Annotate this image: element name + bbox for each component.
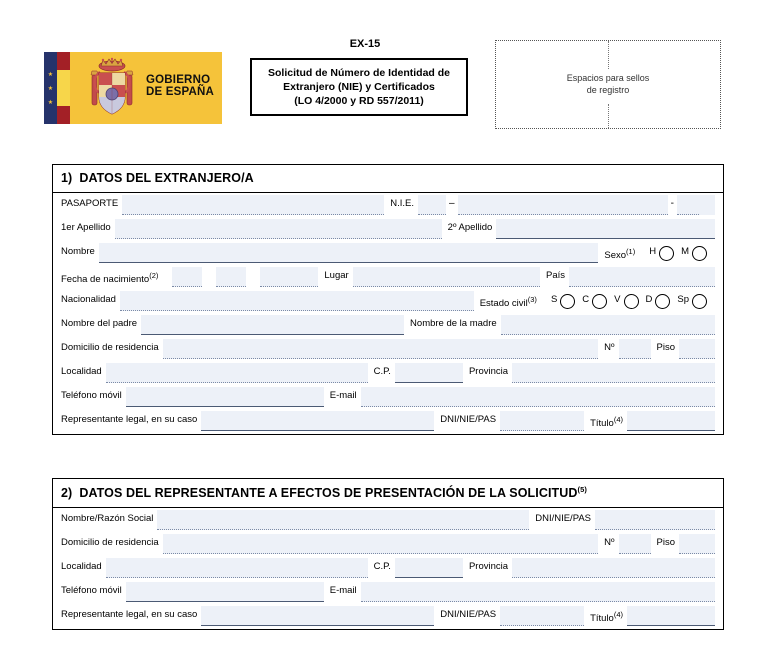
input-codigo-postal[interactable]	[395, 363, 463, 383]
form-title-line-2: Extranjero (NIE) y Certificados	[283, 81, 435, 93]
label-lugar: Lugar	[324, 270, 349, 281]
label-nie: N.I.E.	[390, 198, 414, 209]
input-rep-representante-legal[interactable]	[201, 606, 434, 626]
label-nombre-madre: Nombre de la madre	[410, 318, 497, 329]
label-estado-separado: Sp	[677, 294, 689, 305]
label-primer-apellido: 1er Apellido	[61, 222, 111, 233]
section-datos-del-extranjero	[52, 164, 724, 435]
input-rep-dni-nie-pas[interactable]	[595, 510, 715, 530]
input-nie-letter[interactable]	[677, 195, 699, 215]
input-nombre[interactable]	[99, 243, 599, 263]
row-fecha-lugar-pais	[53, 265, 723, 289]
label-estado-soltero: S	[550, 294, 558, 305]
label-segundo-apellido: 2º Apellido	[447, 222, 493, 233]
section-1-title: DATOS DEL EXTRANJERO/A	[79, 171, 254, 185]
input-fecha-mes[interactable]	[216, 267, 246, 287]
label-nombre-padre: Nombre del padre	[61, 318, 138, 329]
input-lugar[interactable]	[353, 267, 540, 287]
form-code: EX-15	[349, 38, 381, 50]
label-estado-viudo: V	[614, 294, 621, 305]
section-1-number: 1)	[61, 171, 73, 185]
row-nombre-sexo	[53, 241, 723, 265]
label-rep-domicilio-residencia: Domicilio de residencia	[61, 537, 159, 549]
nie-dash-separator: –	[448, 198, 455, 209]
input-nie-prefix[interactable]	[418, 195, 446, 215]
input-nombre-padre[interactable]	[141, 315, 404, 335]
input-piso[interactable]	[679, 339, 715, 359]
row-padre-madre	[53, 313, 723, 337]
stamp-caption-line-1: Espacios para sellos	[566, 73, 650, 83]
input-rep-titulo[interactable]	[627, 606, 715, 626]
radio-estado-separado[interactable]	[692, 294, 707, 309]
label-representante-legal: Representante legal, en su caso	[61, 414, 198, 425]
input-primer-apellido[interactable]	[115, 219, 442, 239]
row-nacionalidad-estado-civil	[53, 289, 723, 313]
section-1-header	[53, 165, 723, 193]
form-title-box	[250, 58, 468, 116]
label-rep-provincia: Provincia	[468, 561, 509, 573]
input-rep-legal-dni[interactable]	[500, 606, 584, 626]
label-email: E-mail	[329, 390, 357, 401]
row-rep-domicilio	[53, 532, 723, 556]
label-rep-telefono-movil: Teléfono móvil	[61, 585, 122, 597]
radio-estado-soltero[interactable]	[560, 294, 575, 309]
row-telefono-email	[53, 385, 723, 409]
label-provincia: Provincia	[468, 366, 509, 377]
input-nie-number[interactable]	[458, 195, 668, 215]
label-telefono-movil: Teléfono móvil	[61, 390, 122, 401]
input-rep-localidad[interactable]	[106, 558, 368, 578]
input-provincia[interactable]	[512, 363, 715, 383]
radio-sexo-hombre[interactable]	[659, 246, 674, 261]
radio-estado-viudo[interactable]	[624, 294, 639, 309]
section-datos-del-representante	[52, 478, 724, 630]
row-representante-legal	[53, 409, 723, 434]
input-dni-nie-pas[interactable]	[500, 411, 584, 431]
input-nacionalidad[interactable]	[120, 291, 474, 311]
row-pasaporte-nie	[53, 193, 723, 217]
label-rep-codigo-postal: C.P.	[373, 561, 391, 573]
label-estado-civil: Estado civil$^{(3)}$	[479, 295, 537, 310]
label-sexo-mujer: M	[681, 246, 689, 257]
form-title-line-3: (LO 4/2000 y RD 557/2011)	[294, 95, 424, 107]
input-rep-domicilio-residencia[interactable]	[163, 534, 598, 554]
label-rep-dni-nie-pas: DNI/NIE/PAS	[535, 513, 591, 525]
label-rep-piso: Piso	[656, 537, 675, 549]
label-fecha-nacimiento: Fecha de nacimiento$^{(2)}$	[61, 271, 159, 286]
stamp-divider-bottom	[608, 104, 609, 128]
nie-hyphen-separator: -	[670, 198, 674, 209]
section-1-fields	[53, 193, 723, 434]
label-rep-representante-legal: Representante legal, en su caso	[61, 609, 198, 621]
input-rep-telefono-movil[interactable]	[126, 582, 324, 602]
row-rep-representante-legal	[53, 604, 723, 629]
form-title-line-1: Solicitud de Número de Identidad de	[267, 67, 451, 79]
input-rep-email[interactable]	[361, 582, 715, 602]
spain-coat-of-arms-icon	[84, 57, 140, 119]
label-titulo: Título$^{(4)}$	[590, 415, 623, 430]
gobierno-de-espana-logo	[44, 52, 222, 124]
row-apellidos	[53, 217, 723, 241]
flag-red-stripe-bottom	[57, 106, 70, 124]
label-rep-localidad: Localidad	[61, 561, 102, 573]
label-pais: País	[545, 270, 565, 281]
input-telefono-movil[interactable]	[126, 387, 324, 407]
radio-sexo-mujer[interactable]	[692, 246, 707, 261]
logo-line-2: DE ESPAÑA	[146, 86, 215, 98]
row-rep-telefono-email	[53, 580, 723, 604]
section-2-fields	[53, 508, 723, 629]
label-sexo: Sexo$^{(1)}$	[604, 247, 636, 262]
section-2-header	[53, 479, 723, 508]
row-domicilio	[53, 337, 723, 361]
input-nombre-madre[interactable]	[501, 315, 715, 335]
label-codigo-postal: C.P.	[373, 366, 391, 377]
flag-yellow-stripe	[57, 70, 70, 106]
label-rep-numero: Nº	[604, 537, 615, 549]
input-representante-legal[interactable]	[201, 411, 434, 431]
section-2-title-note: (5)	[577, 485, 588, 494]
row-nombre-razon-social	[53, 508, 723, 532]
logo-line-1: GOBIERNO	[146, 74, 211, 86]
eu-stars-icon: ★ ★ ★	[47, 72, 54, 106]
label-nombre: Nombre	[61, 246, 95, 257]
radio-estado-divorciado[interactable]	[655, 294, 670, 309]
input-pasaporte[interactable]	[122, 195, 384, 215]
label-numero: Nº	[604, 342, 615, 353]
label-pasaporte: PASAPORTE	[61, 198, 119, 209]
input-titulo[interactable]	[627, 411, 715, 431]
label-rep-email: E-mail	[329, 585, 357, 597]
input-rep-numero[interactable]	[619, 534, 651, 554]
label-nacionalidad: Nacionalidad	[61, 294, 116, 305]
input-rep-provincia[interactable]	[512, 558, 715, 578]
input-segundo-apellido[interactable]	[496, 219, 715, 239]
row-rep-localidad-cp-provincia	[53, 556, 723, 580]
label-rep-legal-dni: DNI/NIE/PAS	[440, 609, 497, 621]
input-numero[interactable]	[619, 339, 651, 359]
input-nie-tail-pad	[699, 195, 715, 215]
input-rep-piso[interactable]	[679, 534, 715, 554]
input-fecha-dia[interactable]	[172, 267, 202, 287]
radio-estado-casado[interactable]	[592, 294, 607, 309]
input-localidad[interactable]	[106, 363, 368, 383]
input-domicilio-residencia[interactable]	[163, 339, 598, 359]
label-localidad: Localidad	[61, 366, 102, 377]
input-nombre-razon-social[interactable]	[157, 510, 529, 530]
input-fecha-anio[interactable]	[260, 267, 318, 287]
stamp-area-caption	[496, 72, 720, 96]
section-2-title: DATOS DEL REPRESENTANTE A EFECTOS DE PRESENTACIÓN DE LA SOLICITUD	[79, 486, 578, 501]
label-domicilio-residencia: Domicilio de residencia	[61, 342, 159, 353]
logo-wordmark	[146, 74, 214, 98]
label-piso: Piso	[656, 342, 675, 353]
stamp-caption-line-2: de registro	[586, 85, 630, 95]
label-nombre-razon-social: Nombre/Razón Social	[61, 513, 154, 525]
registry-stamp-area	[495, 40, 721, 129]
label-sexo-hombre: H	[649, 246, 657, 257]
form-header	[0, 0, 768, 150]
label-estado-divorciado: D	[645, 294, 653, 305]
row-localidad-cp-provincia	[53, 361, 723, 385]
input-pais[interactable]	[569, 267, 715, 287]
flag-red-stripe-top	[57, 52, 70, 70]
label-dni-nie-pas: DNI/NIE/PAS	[440, 414, 497, 425]
label-rep-titulo: Título$^{(4)}$	[590, 610, 623, 625]
section-2-number: 2)	[61, 486, 73, 501]
input-rep-codigo-postal[interactable]	[395, 558, 463, 578]
input-email[interactable]	[361, 387, 715, 407]
label-estado-casado: C	[582, 294, 590, 305]
stamp-divider-top	[608, 41, 609, 69]
